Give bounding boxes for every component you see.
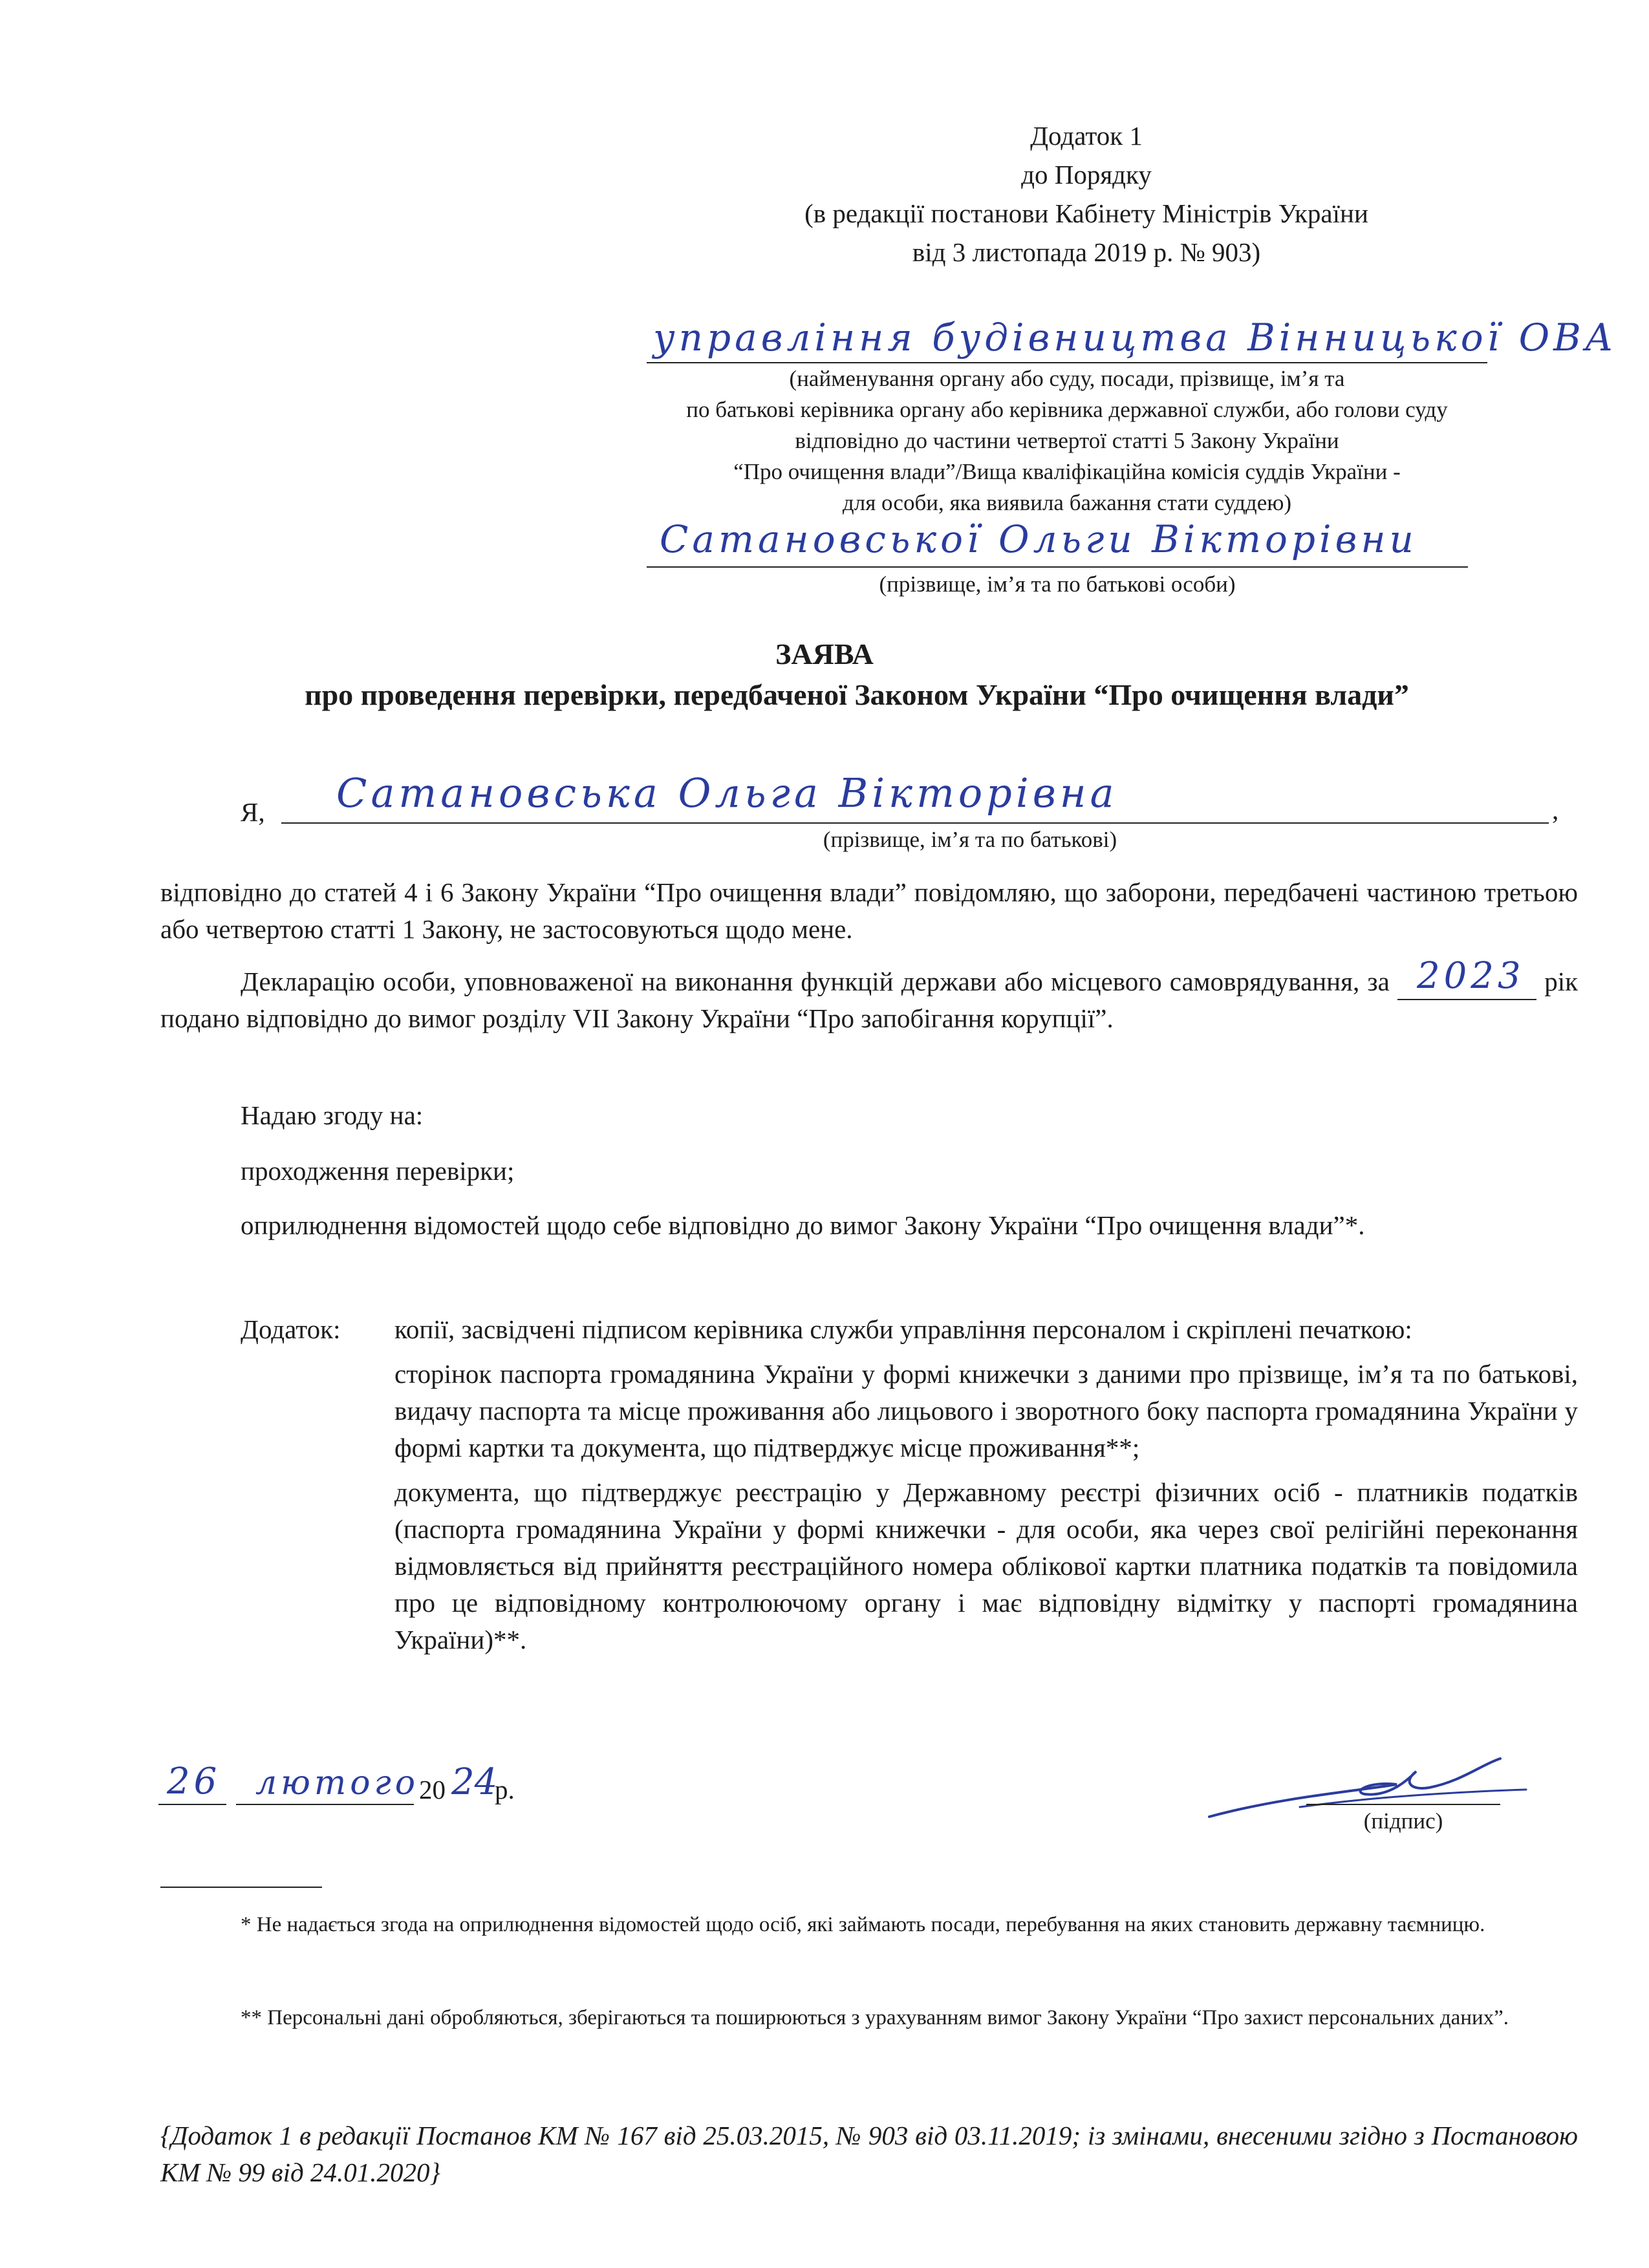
paragraph2-part-a: Декларацію особи, уповноваженої на виконання функцій держави або місцевого самоврядування, за [241,967,1390,996]
date-year-prefix: 20 [419,1775,446,1804]
date-month-underline [236,1804,414,1805]
addressee-caption [582,363,1552,519]
appendix-line2: до Порядку [1021,160,1152,189]
attachment-label: Додаток: [241,1314,341,1344]
statement-paragraph1: відповідно до статей 4 і 6 Закону України “Про очищення влади” повідомляю, що заборони, передбачені частиною третьою або четвертою статті 1 Закону, не застосовуються щодо мене. [160,877,1578,944]
appendix-line3: (в редакції постанови Кабінету Міністрів України [804,198,1368,228]
date-suffix: р. [495,1775,515,1804]
statement-suffix: , [1552,795,1559,825]
consent-item-publication: оприлюднення відомостей щодо себе відповідно до вимог Закону України “Про очищення влади”*. [241,1210,1365,1240]
addressee-handwritten: управління будівництва Вінницької ОВА [653,316,1617,359]
applicant-underline [647,566,1468,568]
date-month-handwritten: лютого [255,1764,420,1803]
date-day-underline [158,1804,226,1805]
appendix-header [679,116,1494,272]
statement-prefix: Я, [241,797,265,827]
editorial-note: {Додаток 1 в редакції Постанов КМ № 167 від 25.03.2015, № 903 від 03.11.2019; із змінами, внесеними згідно з Постановою КМ № 99 від 24.01.2020} [160,2121,1578,2187]
signature-underline [1306,1804,1500,1805]
document-subtitle: про проведення перевірки, передбаченої Законом України “Про очищення влади” [305,678,1409,711]
statement-name-caption: (прізвище, ім’я та по батькові) [823,827,1117,852]
addressee-caption-line4: “Про очищення влади”/Вища кваліфікаційна комісія суддів України - [733,459,1401,484]
footnote-1: * Не надається згода на оприлюднення відомостей щодо осіб, які займають посади, перебування на яких становить державну таємницю. [241,1913,1485,1936]
consent-label: Надаю згоду на: [241,1100,424,1130]
consent-item-inspection: проходження перевірки; [241,1156,515,1186]
attachment-items [394,1311,1578,1658]
document-title: ЗАЯВА [775,637,874,670]
appendix-line4: від 3 листопада 2019 р. № 903) [912,237,1261,267]
date-day-handwritten: 26 [167,1760,221,1803]
attachment-item-passport: сторінок паспорта громадянина України у формі книжечки з даними про прізвище, ім’я та по батькові, видачу паспорта та місце проживання або лицьового і зворотного боку паспорта громадянина України у формі картки та документа, що підтверджує місце проживання**; [394,1359,1578,1462]
statement-paragraph2 [160,955,1579,1037]
paragraph2-part-b: рік подано відповідно до вимог розділу VII Закону України “Про запобігання корупції”. [160,967,1579,1033]
footnote-2: ** Персональні дані обробляються, зберігаються та поширюються з урахуванням вимог Закону України “Про захист персональних даних”. [241,2006,1509,2029]
statement-name-underline [281,822,1549,824]
attachment-item-tax-registration: документа, що підтверджує реєстрацію у Державному реєстрі фізичних осіб - платників податків (паспорта громадянина України у формі книжечки - для особи, яка через свої релігійні переконання відмовляється від прийняття реєстраційного номера облікової картки платника податків та повідомила про це відповідному контролюючому органу і має відповідну відмітку у паспорті громадянина України)**. [394,1477,1578,1654]
applicant-caption: (прізвище, ім’я та по батькові особи) [879,572,1236,597]
signature-caption: (підпис) [1363,1808,1443,1834]
applicant-handwritten: Сатановської Ольги Вікторівни [660,517,1417,561]
statement-name-handwritten: Сатановська Ольга Вікторівна [336,769,1118,817]
appendix-title: Додаток 1 [1030,121,1143,151]
footnote-separator [160,1887,322,1888]
addressee-caption-line2: по батькові керівника органу або керівника державної служби, або голови суду [686,397,1448,422]
declaration-year-field [1397,955,1536,1000]
date-year-handwritten: 24 [451,1761,498,1803]
declaration-year-handwritten: 2023 [1417,955,1525,997]
addressee-caption-line3: відповідно до частини четвертої статті 5 Закону України [795,428,1339,453]
attachment-item-copies: копії, засвідчені підписом керівника служби управління персоналом і скріплені печаткою: [394,1314,1412,1344]
addressee-caption-line5: для особи, яка виявила бажання стати суддею) [842,490,1292,515]
addressee-caption-line1: (найменування органу або суду, посади, прізвище, ім’я та [789,366,1345,391]
